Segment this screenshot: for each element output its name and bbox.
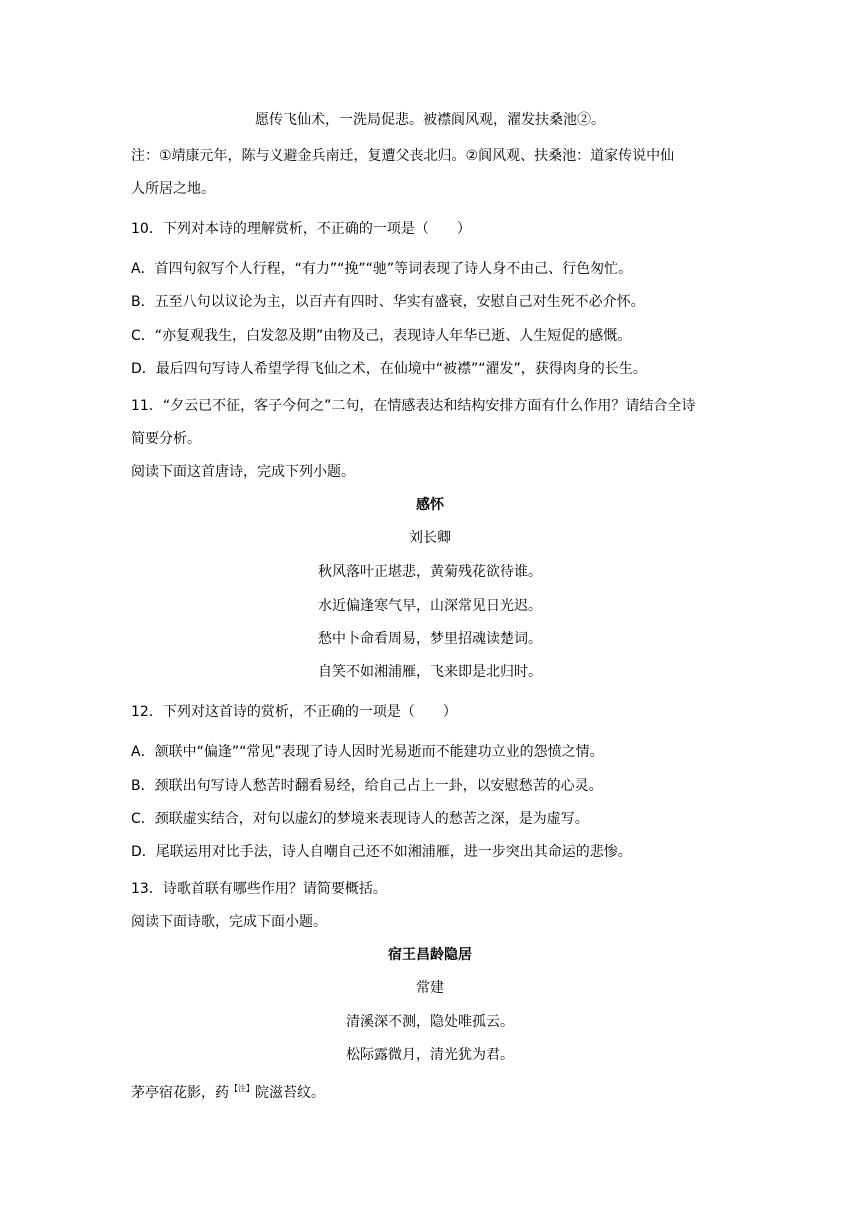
poem3-last-line [131, 1079, 325, 1103]
poem3-line: 清溪深不测，隐处唯孤云。 [346, 1014, 514, 1030]
question-12-option-c: C．颈联虚实结合，对句以虚幻的梦境来表现诗人的愁苦之深，是为虚写。 [131, 811, 589, 827]
question-11-line2: 简要分析。 [131, 431, 201, 447]
poem2-line: 愁中卜命看周易，梦里招魂读楚词。 [318, 631, 542, 647]
poem3-last-line-part1: 茅亭宿花影，药 [131, 1085, 229, 1101]
question-12-option-d: D．尾联运用对比手法，诗人自嘲自己还不如湘浦雁，进一步突出其命运的悲惨。 [131, 844, 632, 860]
poem3-title: 宿王昌龄隐居 [388, 947, 472, 963]
poem2-author: 刘长卿 [409, 530, 451, 546]
poem3-line: 松际露微月，清光犹为君。 [346, 1047, 514, 1063]
poem1-note-line2: 人所居之地。 [131, 181, 215, 197]
reading-intro-3: 阅读下面诗歌，完成下面小题。 [131, 914, 327, 930]
footnote-marker: 【注】 [230, 1084, 254, 1093]
poem1-last-line: 愿传飞仙术，一洗局促悲。被襟阆风观，濯发扶桑池②。 [255, 112, 605, 128]
question-10-option-b: B．五至八句以议论为主，以百卉有四时、华实有盛衰，安慰自己对生死不必介怀。 [131, 294, 645, 310]
poem2-line: 秋风落叶正堪悲，黄菊残花欲待谁。 [318, 564, 542, 580]
poem1-note-line1: 注：①靖康元年，陈与义避金兵南迁，复遭父丧北归。②阆风观、扶桑池：道家传说中仙 [131, 148, 675, 164]
question-11-line1: 11．“夕云已不征，客子今何之”二句，在情感表达和结构安排方面有什么作用？请结合全诗 [131, 398, 696, 414]
question-12-stem: 12．下列对这首诗的赏析，不正确的一项是（ ） [131, 704, 457, 720]
question-13: 13．诗歌首联有哪些作用？请简要概括。 [131, 881, 387, 897]
question-12-option-b: B．颈联出句写诗人愁苦时翻看易经，给自己占上一卦，以安慰愁苦的心灵。 [131, 778, 603, 794]
poem2-line: 水近偏逢寒气早，山深常见日光迟。 [318, 598, 542, 614]
poem2-title: 感怀 [416, 497, 444, 513]
question-10-stem: 10．下列对本诗的理解赏析，不正确的一项是（ ） [131, 221, 471, 237]
reading-intro-2: 阅读下面这首唐诗，完成下列小题。 [131, 464, 355, 480]
question-10-option-c: C．“亦复观我生，白发忽及期”由物及己，表现诗人年华已逝、人生短促的感慨。 [131, 328, 632, 344]
poem3-last-line-part2: 院滋苔纹。 [255, 1085, 325, 1101]
question-10-option-d: D．最后四句写诗人希望学得飞仙之术，在仙境中“被襟”“濯发”，获得肉身的长生。 [131, 361, 647, 377]
poem2-line: 自笑不如湘浦雁，飞来即是北归时。 [318, 664, 542, 680]
question-12-option-a: A．颔联中“偏逢”“常见”表现了诗人因时光易逝而不能建功立业的怨愤之情。 [131, 744, 604, 760]
question-10-option-a: A．首四句叙写个人行程，“有力”“挽”“驰”等词表现了诗人身不由己、行色匆忙。 [131, 261, 633, 277]
poem3-author: 常建 [416, 980, 444, 996]
